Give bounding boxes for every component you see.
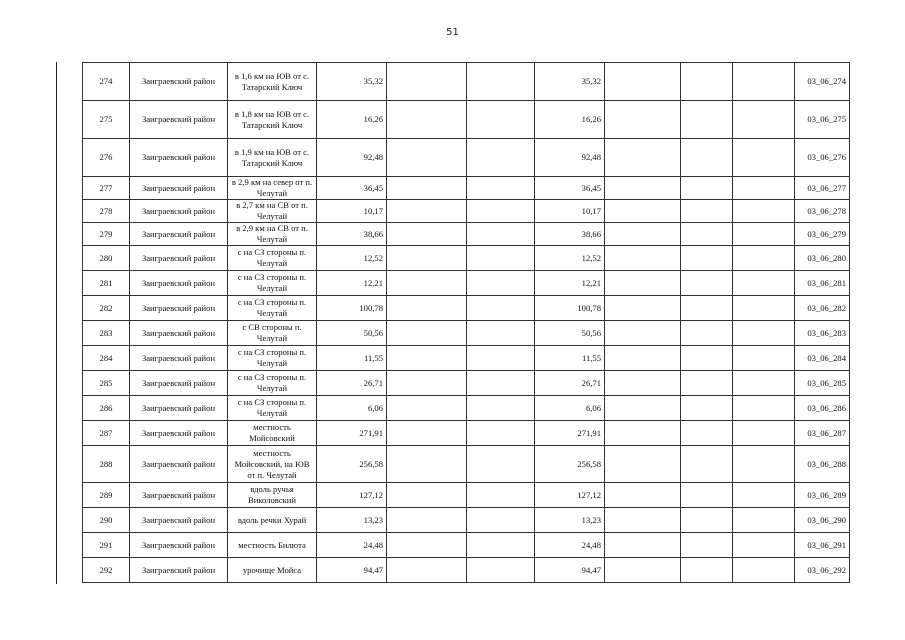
code-cell: 03_06_277 (795, 177, 850, 200)
location-cell: вдоль речки Хурай (228, 508, 317, 533)
row-number: 278 (83, 200, 130, 223)
code-cell: 03_06_291 (795, 533, 850, 558)
empty-cell (605, 177, 681, 200)
district-cell: Заиграевский район (130, 177, 228, 200)
area-total-cell: 50,56 (535, 321, 605, 346)
row-number: 275 (83, 101, 130, 139)
district-cell: Заиграевский район (130, 200, 228, 223)
empty-cell (733, 533, 795, 558)
row-number: 277 (83, 177, 130, 200)
empty-cell (681, 508, 733, 533)
code-cell: 03_06_281 (795, 271, 850, 296)
empty-cell (605, 346, 681, 371)
district-cell: Заиграевский район (130, 63, 228, 101)
empty-cell (387, 533, 467, 558)
area-cell: 26,71 (317, 371, 387, 396)
empty-cell (387, 223, 467, 246)
table-row (83, 508, 850, 533)
empty-cell (467, 346, 535, 371)
table-row (83, 200, 850, 223)
empty-cell (387, 558, 467, 583)
empty-cell (605, 271, 681, 296)
area-cell: 24,48 (317, 533, 387, 558)
district-cell: Заиграевский район (130, 321, 228, 346)
empty-cell (681, 200, 733, 223)
district-cell: Заиграевский район (130, 101, 228, 139)
table-row (83, 421, 850, 446)
row-number: 292 (83, 558, 130, 583)
empty-cell (605, 223, 681, 246)
empty-cell (605, 396, 681, 421)
area-cell: 100,78 (317, 296, 387, 321)
table-row (83, 139, 850, 177)
empty-cell (605, 101, 681, 139)
location-cell: с на СЗ стороны п. Челутай (228, 296, 317, 321)
row-number: 279 (83, 223, 130, 246)
district-cell: Заиграевский район (130, 446, 228, 483)
table-row (83, 246, 850, 271)
location-cell: в 1,8 км на ЮВ от с. Татарский Ключ (228, 101, 317, 139)
empty-cell (733, 508, 795, 533)
empty-cell (387, 271, 467, 296)
empty-cell (467, 483, 535, 508)
code-cell: 03_06_274 (795, 63, 850, 101)
empty-cell (733, 446, 795, 483)
area-cell: 35,32 (317, 63, 387, 101)
area-cell: 6,06 (317, 396, 387, 421)
location-cell: в 2,9 км на север от п. Челутай (228, 177, 317, 200)
location-cell: в 1,9 км на ЮВ от с. Татарский Ключ (228, 139, 317, 177)
empty-cell (387, 346, 467, 371)
empty-cell (681, 421, 733, 446)
empty-cell (605, 296, 681, 321)
row-number: 284 (83, 346, 130, 371)
empty-cell (681, 483, 733, 508)
empty-cell (681, 101, 733, 139)
location-cell: вдоль ручья Виколовский (228, 483, 317, 508)
area-total-cell: 26,71 (535, 371, 605, 396)
empty-cell (467, 421, 535, 446)
empty-cell (733, 246, 795, 271)
area-total-cell: 100,78 (535, 296, 605, 321)
code-cell: 03_06_290 (795, 508, 850, 533)
empty-cell (467, 177, 535, 200)
code-cell: 03_06_282 (795, 296, 850, 321)
empty-cell (733, 63, 795, 101)
empty-cell (733, 223, 795, 246)
code-cell: 03_06_288 (795, 446, 850, 483)
area-total-cell: 24,48 (535, 533, 605, 558)
location-cell: местность Билюта (228, 533, 317, 558)
empty-cell (605, 446, 681, 483)
empty-cell (733, 177, 795, 200)
location-cell: местность Мойсовский, на ЮВ от п. Челутай (228, 446, 317, 483)
empty-cell (467, 63, 535, 101)
area-total-cell: 12,21 (535, 271, 605, 296)
area-cell: 16,26 (317, 101, 387, 139)
empty-cell (467, 296, 535, 321)
empty-cell (681, 223, 733, 246)
district-cell: Заиграевский район (130, 508, 228, 533)
empty-cell (467, 396, 535, 421)
row-number: 282 (83, 296, 130, 321)
table-body (83, 63, 850, 583)
district-cell: Заиграевский район (130, 396, 228, 421)
location-cell: в 1,6 км на ЮВ от с. Татарский Ключ (228, 63, 317, 101)
code-cell: 03_06_276 (795, 139, 850, 177)
area-cell: 36,45 (317, 177, 387, 200)
table-row (83, 446, 850, 483)
empty-cell (733, 421, 795, 446)
area-total-cell: 92,48 (535, 139, 605, 177)
row-number: 291 (83, 533, 130, 558)
empty-cell (681, 177, 733, 200)
table-row (83, 63, 850, 101)
empty-cell (467, 321, 535, 346)
location-cell: с на СЗ стороны п. Челутай (228, 271, 317, 296)
area-cell: 92,48 (317, 139, 387, 177)
empty-cell (605, 321, 681, 346)
area-total-cell: 35,32 (535, 63, 605, 101)
empty-cell (387, 177, 467, 200)
code-cell: 03_06_280 (795, 246, 850, 271)
area-cell: 12,52 (317, 246, 387, 271)
area-total-cell: 10,17 (535, 200, 605, 223)
row-number: 288 (83, 446, 130, 483)
empty-cell (681, 446, 733, 483)
location-cell: с на СЗ стороны п. Челутай (228, 346, 317, 371)
empty-cell (467, 533, 535, 558)
empty-cell (681, 533, 733, 558)
code-cell: 03_06_289 (795, 483, 850, 508)
empty-cell (387, 371, 467, 396)
location-cell: в 2,9 км на СВ от п. Челутай (228, 223, 317, 246)
empty-cell (387, 483, 467, 508)
row-number: 274 (83, 63, 130, 101)
area-total-cell: 6,06 (535, 396, 605, 421)
empty-cell (387, 508, 467, 533)
area-cell: 271,91 (317, 421, 387, 446)
empty-cell (605, 533, 681, 558)
row-number: 276 (83, 139, 130, 177)
area-total-cell: 12,52 (535, 246, 605, 271)
empty-cell (681, 139, 733, 177)
location-cell: с на СЗ стороны п. Челутай (228, 246, 317, 271)
area-total-cell: 271,91 (535, 421, 605, 446)
area-total-cell: 94,47 (535, 558, 605, 583)
area-cell: 127,12 (317, 483, 387, 508)
district-cell: Заиграевский район (130, 296, 228, 321)
empty-cell (387, 200, 467, 223)
district-cell: Заиграевский район (130, 483, 228, 508)
code-cell: 03_06_285 (795, 371, 850, 396)
code-cell: 03_06_286 (795, 396, 850, 421)
empty-cell (733, 271, 795, 296)
table-row (83, 321, 850, 346)
district-cell: Заиграевский район (130, 558, 228, 583)
area-cell: 12,21 (317, 271, 387, 296)
location-cell: с на СЗ стороны п. Челутай (228, 371, 317, 396)
row-number: 281 (83, 271, 130, 296)
row-number: 285 (83, 371, 130, 396)
empty-cell (733, 396, 795, 421)
area-cell: 50,56 (317, 321, 387, 346)
code-cell: 03_06_287 (795, 421, 850, 446)
location-cell: в 2,7 км на СВ от п. Челутай (228, 200, 317, 223)
table-row (83, 483, 850, 508)
empty-cell (681, 63, 733, 101)
empty-cell (733, 483, 795, 508)
area-cell: 11,55 (317, 346, 387, 371)
empty-cell (387, 246, 467, 271)
code-cell: 03_06_278 (795, 200, 850, 223)
empty-cell (467, 558, 535, 583)
code-cell: 03_06_275 (795, 101, 850, 139)
empty-cell (605, 63, 681, 101)
empty-cell (605, 508, 681, 533)
district-cell: Заиграевский район (130, 246, 228, 271)
empty-cell (681, 371, 733, 396)
row-number: 286 (83, 396, 130, 421)
empty-cell (605, 421, 681, 446)
table-row (83, 558, 850, 583)
empty-cell (681, 296, 733, 321)
area-cell: 10,17 (317, 200, 387, 223)
page-number: 51 (446, 27, 459, 38)
empty-cell (681, 346, 733, 371)
empty-cell (733, 558, 795, 583)
area-cell: 13,23 (317, 508, 387, 533)
empty-cell (387, 396, 467, 421)
empty-cell (467, 200, 535, 223)
code-cell: 03_06_283 (795, 321, 850, 346)
empty-cell (605, 483, 681, 508)
area-total-cell: 127,12 (535, 483, 605, 508)
empty-cell (467, 271, 535, 296)
empty-cell (467, 101, 535, 139)
left-margin-rule (56, 62, 57, 584)
table-row (83, 223, 850, 246)
code-cell: 03_06_284 (795, 346, 850, 371)
empty-cell (467, 223, 535, 246)
empty-cell (387, 421, 467, 446)
district-cell: Заиграевский район (130, 371, 228, 396)
table-row (83, 101, 850, 139)
row-number: 283 (83, 321, 130, 346)
area-cell: 94,47 (317, 558, 387, 583)
empty-cell (467, 139, 535, 177)
empty-cell (387, 446, 467, 483)
area-cell: 256,58 (317, 446, 387, 483)
table-row (83, 371, 850, 396)
empty-cell (387, 101, 467, 139)
empty-cell (681, 246, 733, 271)
empty-cell (467, 508, 535, 533)
row-number: 280 (83, 246, 130, 271)
row-number: 290 (83, 508, 130, 533)
empty-cell (681, 271, 733, 296)
table-row (83, 396, 850, 421)
empty-cell (467, 446, 535, 483)
table-row (83, 346, 850, 371)
table-row (83, 533, 850, 558)
district-cell: Заиграевский район (130, 139, 228, 177)
row-number: 287 (83, 421, 130, 446)
area-cell: 38,66 (317, 223, 387, 246)
empty-cell (605, 246, 681, 271)
empty-cell (605, 200, 681, 223)
empty-cell (387, 296, 467, 321)
code-cell: 03_06_279 (795, 223, 850, 246)
empty-cell (733, 101, 795, 139)
district-cell: Заиграевский район (130, 223, 228, 246)
empty-cell (681, 321, 733, 346)
location-cell: с СВ стороны п. Челутай (228, 321, 317, 346)
table-row (83, 271, 850, 296)
empty-cell (605, 371, 681, 396)
district-cell: Заиграевский район (130, 346, 228, 371)
location-cell: с на СЗ стороны п. Челутай (228, 396, 317, 421)
area-total-cell: 38,66 (535, 223, 605, 246)
empty-cell (467, 246, 535, 271)
empty-cell (387, 63, 467, 101)
empty-cell (605, 558, 681, 583)
empty-cell (733, 296, 795, 321)
empty-cell (733, 200, 795, 223)
empty-cell (467, 371, 535, 396)
empty-cell (733, 321, 795, 346)
land-registry-table (82, 62, 850, 583)
row-number: 289 (83, 483, 130, 508)
area-total-cell: 11,55 (535, 346, 605, 371)
location-cell: урочище Мойса (228, 558, 317, 583)
empty-cell (681, 558, 733, 583)
code-cell: 03_06_292 (795, 558, 850, 583)
empty-cell (387, 139, 467, 177)
district-cell: Заиграевский район (130, 421, 228, 446)
empty-cell (681, 396, 733, 421)
area-total-cell: 36,45 (535, 177, 605, 200)
location-cell: местность Мойсовский (228, 421, 317, 446)
empty-cell (605, 139, 681, 177)
area-total-cell: 256,58 (535, 446, 605, 483)
area-total-cell: 16,26 (535, 101, 605, 139)
district-cell: Заиграевский район (130, 271, 228, 296)
area-total-cell: 13,23 (535, 508, 605, 533)
empty-cell (733, 139, 795, 177)
empty-cell (733, 346, 795, 371)
district-cell: Заиграевский район (130, 533, 228, 558)
table-row (83, 177, 850, 200)
table-row (83, 296, 850, 321)
empty-cell (733, 371, 795, 396)
empty-cell (387, 321, 467, 346)
